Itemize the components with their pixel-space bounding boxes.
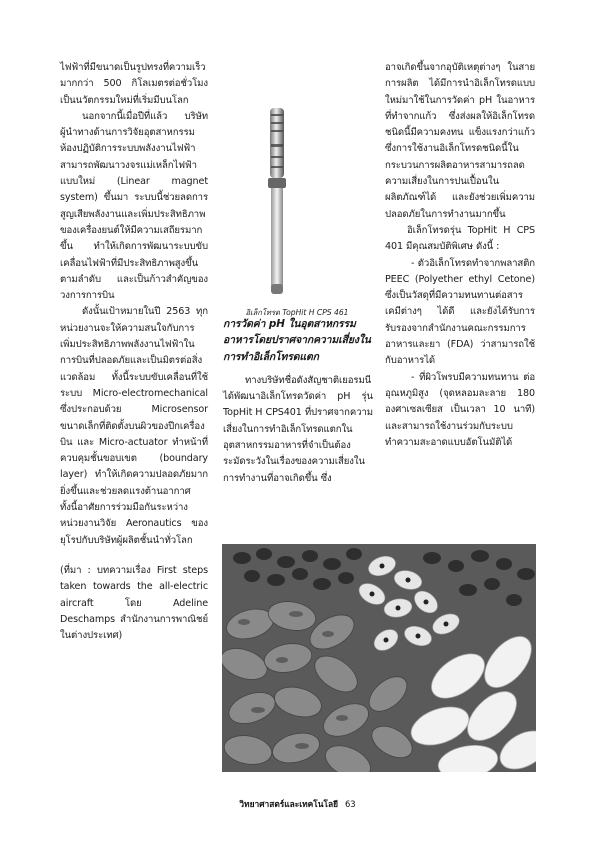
middle-column xyxy=(223,316,373,487)
left-para-1: ไฟฟ้าที่มีขนาดเป็นรูปทรงที่ความเร็วมากกว่า 500 กิโลเมตรต่อชั่วโมง เป็นนวัตกรรมใหม่ที่เริ่มมีบนโลก xyxy=(60,62,208,106)
right-bullet-1: - ตัวอิเล็กโทรดทำจากพลาสติก PEEC (Polyether ethyl Cetone) ซึ่งเป็นวัสดุที่มีความทนทานต่อสารเคมีต่างๆ ได้ดี และยังได้รับการรับรองจากสำนักงานคณะกรรมการอาหารและยา (FDA) ว่าสามารถใช้กับอาหารได้ xyxy=(385,257,535,367)
right-para-1: อาจเกิดขึ้นจากอุบัติเหตุต่างๆ ในสายการผลิต ได้มีการนำอิเล็กโทรดแบบใหม่มาใช้ในการวัดค่า pH ในอาหารที่ทำจากแก้ว ซึ่งส่งผลให้อิเล็กโทรดชนิดนี้มีความคงทน แข็งแรงกว่าแก้ว ซึ่งการใช้งานอิเล็กโทรดชนิดนี้ในกระบวนการผลิตอาหารสามารถลดความเสี่ยงในการปนเปื้อนในผลิตภัณฑ์ได้ และยังช่วยเพิ่มความปลอดภัยในการทำงานมากขึ้น xyxy=(385,62,535,220)
right-bullet-2: - ที่ผิวโพรบมีความทนทาน ต่ออุณหภูมิสูง (จุดหลอมละลาย 180 องศาเซลเซียส เป็นเวลา 10 นาที) และสามารถใช้งานร่วมกับระบบทำความสะอาดแบบอัตโนมัติได้ xyxy=(385,371,535,448)
right-para-2: อิเล็กโทรดรุ่น TopHit H CPS 401 มีคุณสมบัติพิเศษ ดังนี้ : xyxy=(385,224,535,253)
page-footer xyxy=(0,797,595,811)
ph-electrode-photo xyxy=(262,108,292,298)
left-column xyxy=(60,60,208,644)
left-para-3: ดังนั้นเป้าหมายในปี 2563 ทุกหน่วยงานจะให้ความสนใจกับการเพิ่มประสิทธิภาพพลังงานไฟฟ้าในการบินที่ปลอดภัยและเป็นมิตรต่อสิ่งแวดล้อม ทั้งนี้ระบบขับเคลื่อนที่ใช้ระบบ Micro-electromechanical ซึ่งประกอบด้วย Microsensor ขนาดเล็กที่ติดตั้งบนผิวของปีกเครื่องบิน และ Micro-actuator ทำหน้าที่ควบคุมชั้นขอบเขต (boundary layer) ทำให้เกิดความปลอดภัยมากยิ่งขึ้นและช่วยลดแรงต้านอากาศ ทั้งนี้อาศัยการร่วมมือกันระหว่างหน่วยงานวิจัย Aeronautics ของยุโรปกับบริษัทผู้ผลิตชั้นนำทั่วโลก xyxy=(60,306,208,546)
middle-para-1: ทางบริษัทชื่อดังสัญชาติเยอรมนี ได้พัฒนาอิเล็กโทรดวัดค่า pH รุ่น TopHit H CPS401 ที่ปราศจากความเสี่ยงในการทำอิเล็กโทรดแตกในอุตสาหกรรมอาหารที่จำเป็นต้องระมัดระวังในเรื่องของความเสี่ยงในการทำงานที่อาจเกิดขึ้น ซึ่ง xyxy=(223,374,373,484)
article-heading: การวัดค่า pH ในอุตสาหกรรมอาหารโดยปราศจากความเสี่ยงในการทำอิเล็กโทรดแตก xyxy=(223,318,371,363)
page-number: 63 xyxy=(344,799,356,809)
left-source-note: (ที่มา : บทความเรื่อง First steps taken towards the all-electric aircraft โดย Adeline Deschamps สำนักงานการพาณิชย์ในต่างประเทศ) xyxy=(60,564,208,642)
beans-photo xyxy=(222,544,536,772)
right-column xyxy=(385,60,535,451)
footer-title: วิทยาศาสตร์และเทคโนโลยี xyxy=(239,799,339,809)
electrode-caption: อิเล็กโทรด TopHit H CPS 461 xyxy=(245,308,349,317)
left-para-2: นอกจากนี้เมื่อปีที่แล้ว บริษัทผู้นำทางด้านการวิจัยอุตสาหกรรมห้องปฏิบัติการระบบพลังงานไฟฟ้าสามารถพัฒนาวงจรแม่เหล็กไฟฟ้าแบบใหม่ (Linear magnet system) ขึ้นมา ระบบนี้ช่วยลดการสูญเสียพลังงานและเพิ่มประสิทธิภาพของเครื่องยนต์ให้มีความเสถียรมากขึ้น ทำให้เกิดการพัฒนาระบบขับเคลื่อนไฟฟ้าที่มีประสิทธิภาพสูงขึ้นตามลำดับ และเป็นก้าวสำคัญของวงการการบิน xyxy=(60,110,208,302)
